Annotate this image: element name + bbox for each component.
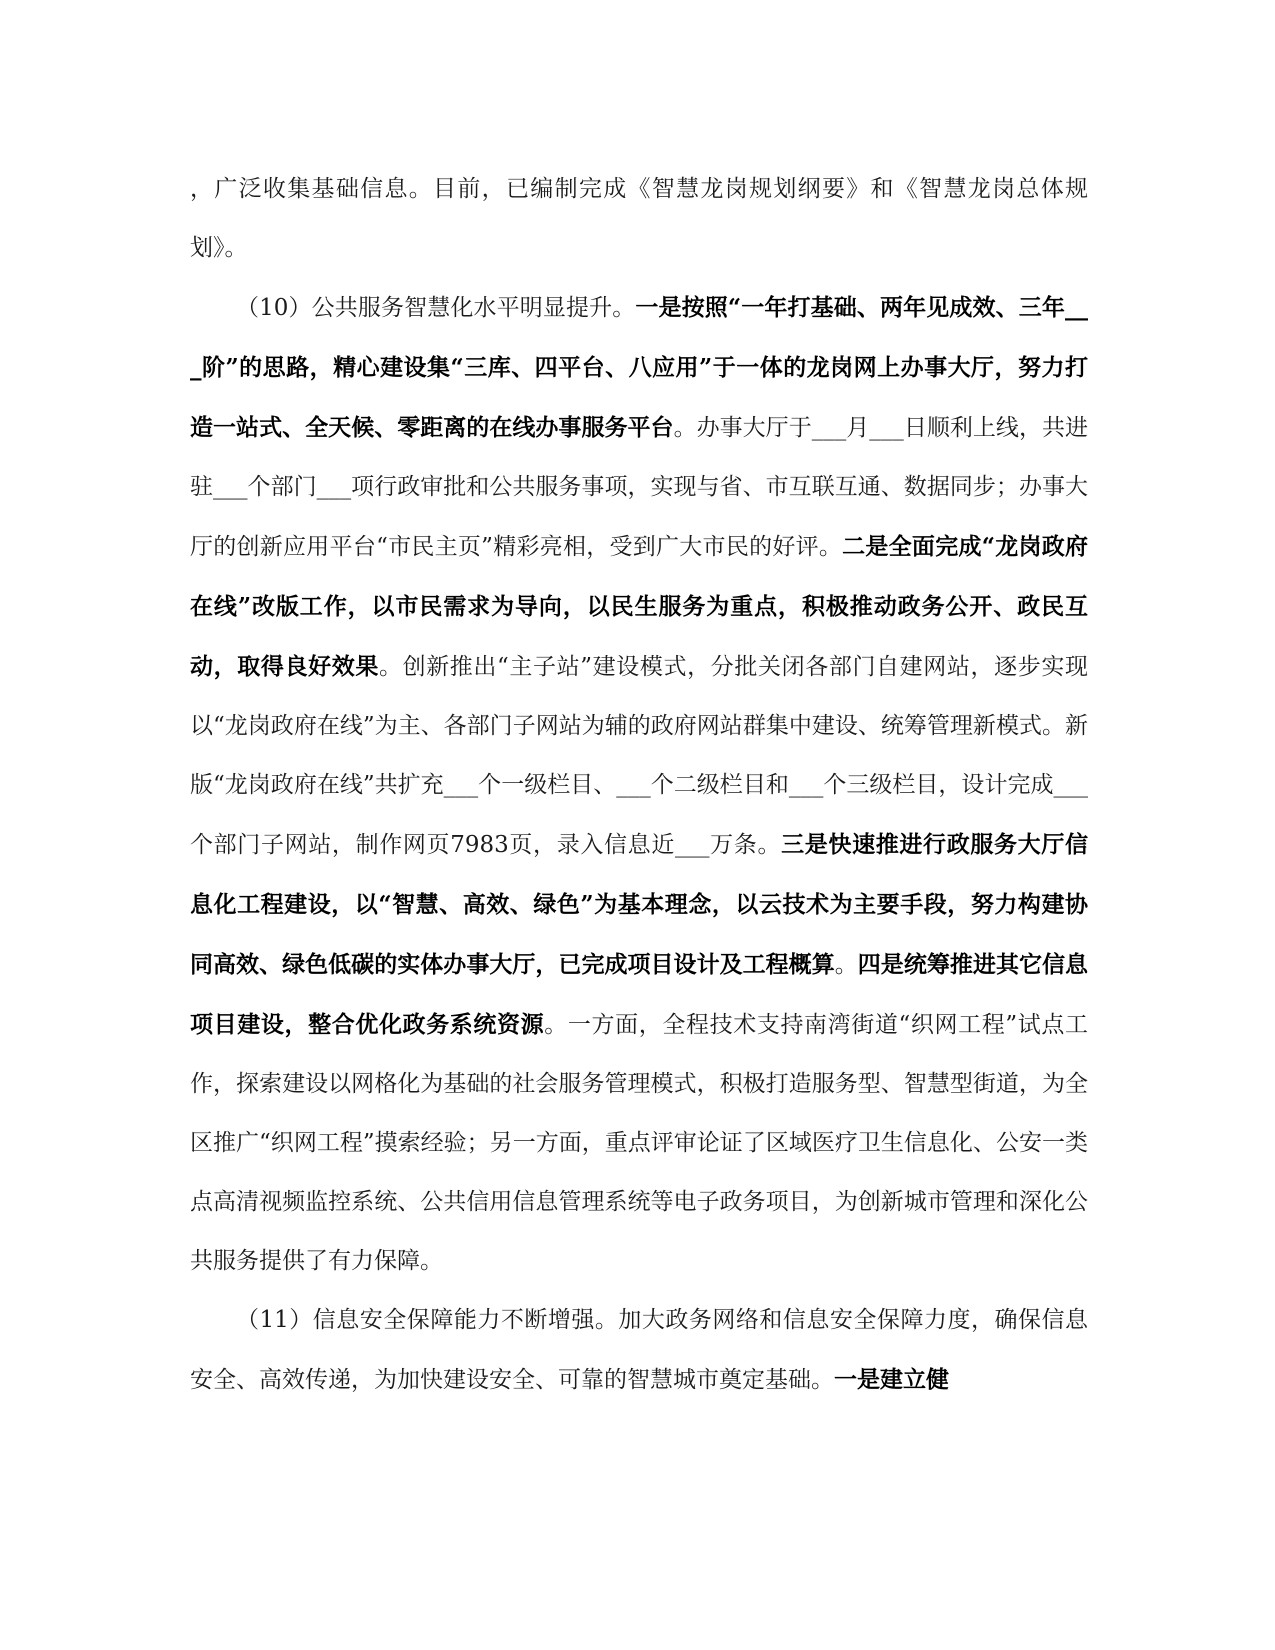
- text-run: ，广泛收集基础信息。目前，已编制完成《智慧龙岗规划纲要》和《智慧龙岗总体规划》。: [190, 176, 1088, 261]
- text-run: 。办事大厅于___月___日顺利上线，共进驻___个部门___项行政审批和公共服务事项，实现与省、市互联互通、数据同步；办事大厅的创新应用平台“市民主页”精彩亮相，受到广大市民的好评。: [190, 415, 1089, 560]
- text-run: 。: [834, 952, 858, 978]
- bold-point-1: 一是按照“一年打基础、两年见成效、三年___阶”的思路，精心建设集“三库、四平台、八应用”于一体的龙岗网上办事大厅，努力打造一站式、全天候、零距离的在线办事服务平台: [190, 294, 1088, 441]
- bold-point-3: 三是快速推进行政服务大厅信息化工程建设，以“智慧、高效、绿色”为基本理念，以云技术为主要手段，努力构建协同高效、绿色低碳的实体办事大厅，已完成项目设计及工程概算: [190, 831, 1088, 978]
- paragraph-10-public-services: [190, 278, 1088, 1291]
- document-body: [190, 160, 1088, 1410]
- paragraph-11-info-security: [190, 1291, 1088, 1410]
- section-heading-11: （11）信息安全保障能力不断增强。加大政务网络和信息安全保障力度，确保信息安全、高效传递，为加快建设安全、可靠的智慧城市奠定基础。: [190, 1307, 1088, 1393]
- bold-point-1: 一是建立健: [834, 1366, 949, 1393]
- bold-point-4: 四是统筹推进其它信息项目建设，整合优化政务系统资源: [190, 951, 1089, 1038]
- section-heading-10: （10）公共服务智慧化水平明显提升。: [236, 295, 636, 321]
- text-run: 。一方面，全程技术支持南湾街道“织网工程”试点工作，探索建设以网格化为基础的社会服务管理模式，积极打造服务型、智慧型街道，为全区推广“织网工程”摸索经验；另一方面，重点评审论证了区域医疗卫生信息化、公安一类点高清视频监控系统、公共信用信息管理系统等电子政务项目，为创新城市管理和深化公共服务提供了有力保障。: [190, 1012, 1088, 1274]
- paragraph-intro-continuation: [190, 160, 1088, 278]
- bold-point-2: 二是全面完成“龙岗政府在线”改版工作，以市民需求为导向，以民生服务为重点，积极推动政务公开、政民互动，取得良好效果: [190, 533, 1088, 680]
- text-run: 。创新推出“主子站”建设模式，分批关闭各部门自建网站，逐步实现以“龙岗政府在线”为主、各部门子网站为辅的政府网站群集中建设、统筹管理新模式。新版“龙岗政府在线”共扩充___个一级栏目、___个二级栏目和___个三级栏目，设计完成___个部门子网站，制作网页7983页，录入信息近___万条。: [190, 654, 1088, 858]
